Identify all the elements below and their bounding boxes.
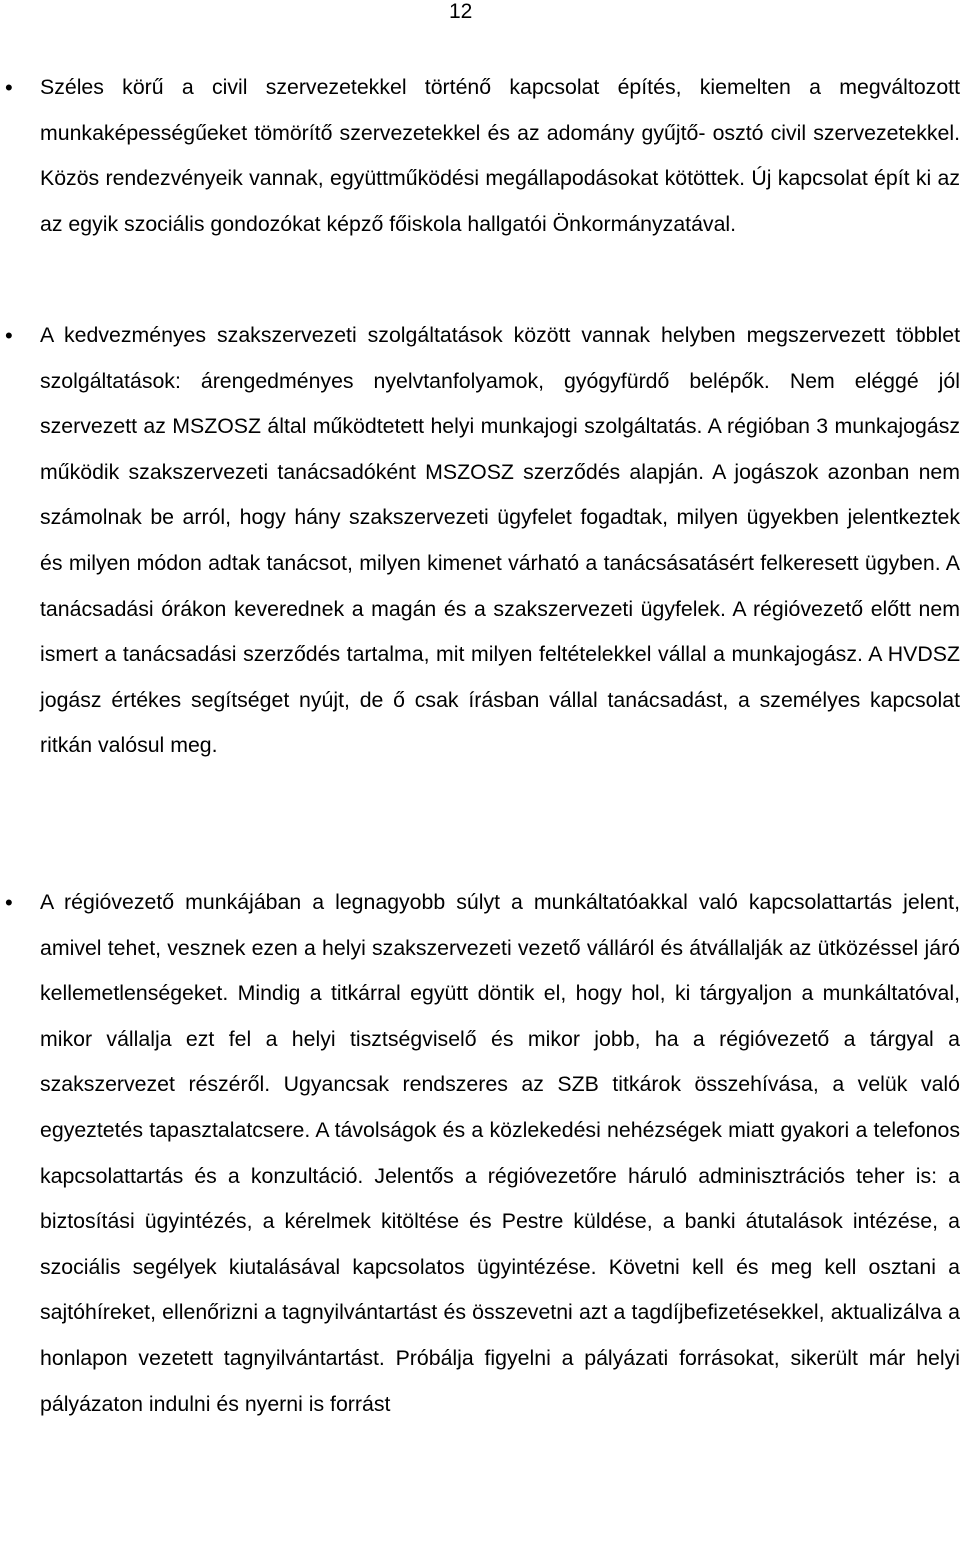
bullet-icon: • — [5, 323, 13, 348]
list-item — [5, 313, 960, 769]
bullet-icon: • — [5, 75, 13, 100]
paragraph-text: A kedvezményes szakszervezeti szolgáltatások között vannak helyben megszervezett többlet szolgáltatások: árengedményes nyelvtanfolyamok, gyógyfürdő belépők. Nem eléggé jól szervezett az MSZOSZ által működtetett helyi munkajogi szolgáltatás. A régióban 3 munkajogász működik szakszervezeti tanácsadóként MSZOSZ szerződés alapján. A jogászok azonban nem számolnak be arról, hogy hány szakszervezeti ügyfelet fogadtak, milyen ügyekben jelentkeztek és milyen módon adtak tanácsot, milyen kimenet várható a tanácsásatásért felkeresett ügyben. A tanácsadási órákon keverednek a magán és a szakszervezeti ügyfelek. A régióvezető előtt nem ismert a tanácsadási szerződés tartalma, mit milyen feltételekkel vállal a munkajogász. A HVDSZ jogász értékes segítséget nyújt, de ő csak írásban vállal tanácsadást, a személyes kapcsolat ritkán valósul meg. — [40, 323, 960, 758]
list-item — [5, 65, 960, 247]
paragraph-text: A régióvezető munkájában a legnagyobb súlyt a munkáltatóakkal való kapcsolattartás jelent, amivel tehet, vesznek ezen a helyi szakszervezeti vezető válláról és átvállalják az ütközéssel járó kellemetlenségeket. Mindig a titkárral együtt döntik el, hogy hol, ki tárgyaljon a munkáltatóval, mikor vállalja ezt fel a helyi tisztségviselő és mikor jobb, ha a régióvezető a tárgyal a szakszervezet részéről. Ugyancsak rendszeres az SZB titkárok összehívása, a velük való egyeztetés tapasztalatcsere. A távolságok és a közlekedési nehézségek miatt gyakori a telefonos kapcsolattartás és a konzultáció. Jelentős a régióvezetőre háruló adminisztrációs teher is: a biztosítási ügyintézés, a kérelmek kitöltése és Pestre küldése, a banki átutalások intézése, a szociális segélyek kiutalásával kapcsolatos ügyintézése. Követni kell és meg kell osztani a sajtóhíreket, ellenőrizni a tagnyilvántartást és összevetni azt a tagdíjbefizetésekkel, aktualizálva a honlapon vezetett tagnyilvántartást. Próbálja figyelni a pályázati forrásokat, sikerült már helyi pályázaton indulni és nyerni is forrást — [40, 890, 960, 1416]
page-number: 12 — [449, 0, 473, 23]
list-item — [5, 880, 960, 1427]
bullet-icon: • — [5, 890, 13, 915]
paragraph-text: Széles körű a civil szervezetekkel történő kapcsolat építés, kiemelten a megváltozott munkaképességűeket tömörítő szervezetekkel és az adomány gyűjtő- osztó civil szervezetekkel. Közös rendezvényeik vannak, együttműködési megállapodásokat kötöttek. Új kapcsolat épít ki az az egyik szociális gondozókat képző főiskola hallgatói Önkormányzatával. — [40, 75, 960, 236]
